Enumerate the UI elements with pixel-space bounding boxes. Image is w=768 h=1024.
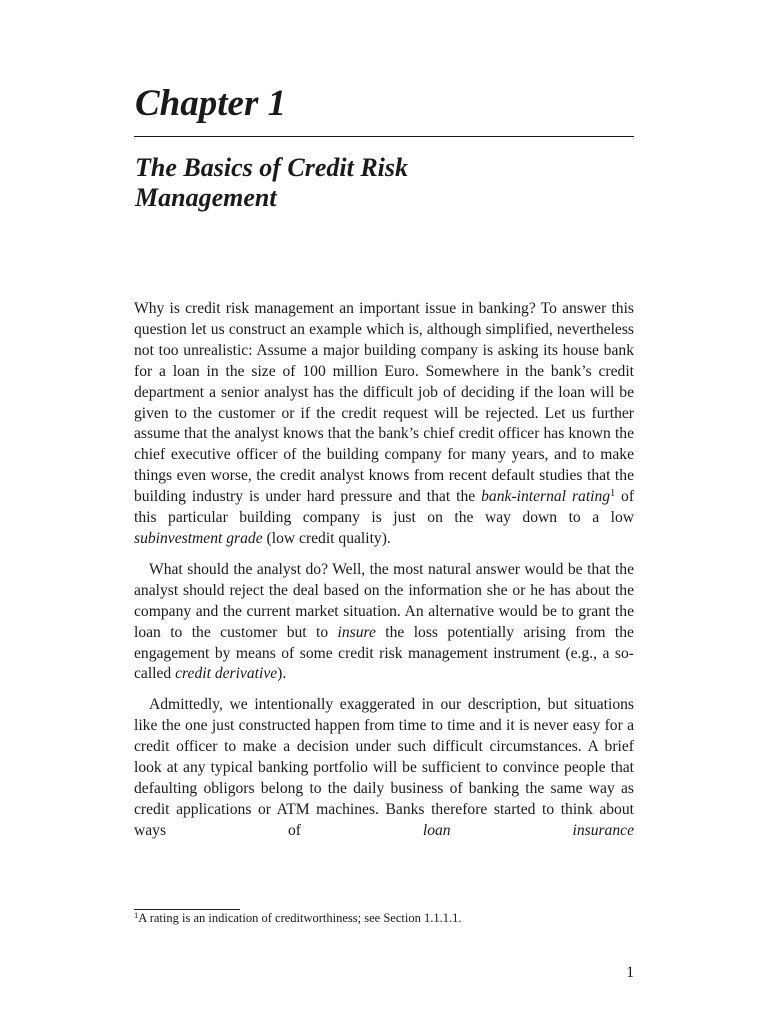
- chapter-title-line-2: Management: [135, 183, 277, 212]
- term-insure: insure: [337, 623, 376, 641]
- paragraph-3-text-a: Admittedly, we intentionally exaggerated in our description, but situations like the one just constructed happen from time to time and it is never easy for a credit officer to make a decision under such difficult circumstances. A brief look at any typical banking portfolio will be sufficient to convince people that defaulting obligors belong to the daily business of banking the same way as credit applications or ATM machines. Banks therefore started to think about ways of: [134, 696, 634, 839]
- footnote-reference[interactable]: 1: [610, 488, 616, 500]
- footnote-divider: [134, 909, 240, 910]
- term-loan-insurance: loan insurance: [422, 821, 634, 839]
- chapter-label: Chapter 1: [135, 83, 287, 124]
- paragraph-1-text-b: of this particular building company is just on the way down to a low: [134, 488, 635, 527]
- term-credit-derivative: credit derivative: [175, 665, 278, 683]
- paragraph-2-text-b: the loss potentially arising from the engagement by means of some credit risk management instrument (e.g., a so-called: [134, 623, 634, 683]
- footnote-mark: 1: [134, 910, 139, 920]
- body-text: [134, 299, 634, 842]
- paragraph-2-text-c: ).: [277, 665, 287, 683]
- paragraph-3: [134, 695, 634, 841]
- footnote: [134, 911, 634, 926]
- paragraph-2-text-a: What should the analyst do? Well, the most natural answer would be that the analyst should reject the deal based on the information she or he has about the company and the current market situation. An alternative would be to grant the loan to the customer but to: [134, 560, 634, 641]
- paragraph-1-text-c: (low credit quality).: [262, 529, 391, 547]
- chapter-divider: [134, 136, 634, 137]
- page-number: 1: [626, 964, 634, 981]
- chapter-title: [135, 153, 635, 213]
- paragraph-1: [134, 299, 634, 550]
- term-bank-internal-rating: bank-internal rating: [481, 488, 611, 506]
- term-subinvestment-grade: subinvestment grade: [134, 529, 263, 547]
- chapter-title-line-1: The Basics of Credit Risk: [135, 153, 409, 182]
- footnote-text: A rating is an indication of creditworthiness; see Section 1.1.1.1.: [138, 911, 462, 925]
- paragraph-1-text-a: Why is credit risk management an important issue in banking? To answer this question let us construct an example which is, although simplified, nevertheless not too unrealistic: Assume a major building company is asking its house bank for a loan in the size of 100 million Euro. Somewhere in the bank’s credit department a senior analyst has the difficult job of deciding if the loan will be given to the customer or if the credit request will be rejected. Let us further assume that the analyst knows that the bank’s chief credit officer has known the chief executive officer of the building company for many years, and to make things even worse, the credit analyst knows from recent default studies that the building industry is under hard pressure and that the: [134, 300, 634, 506]
- paragraph-2: [134, 560, 634, 685]
